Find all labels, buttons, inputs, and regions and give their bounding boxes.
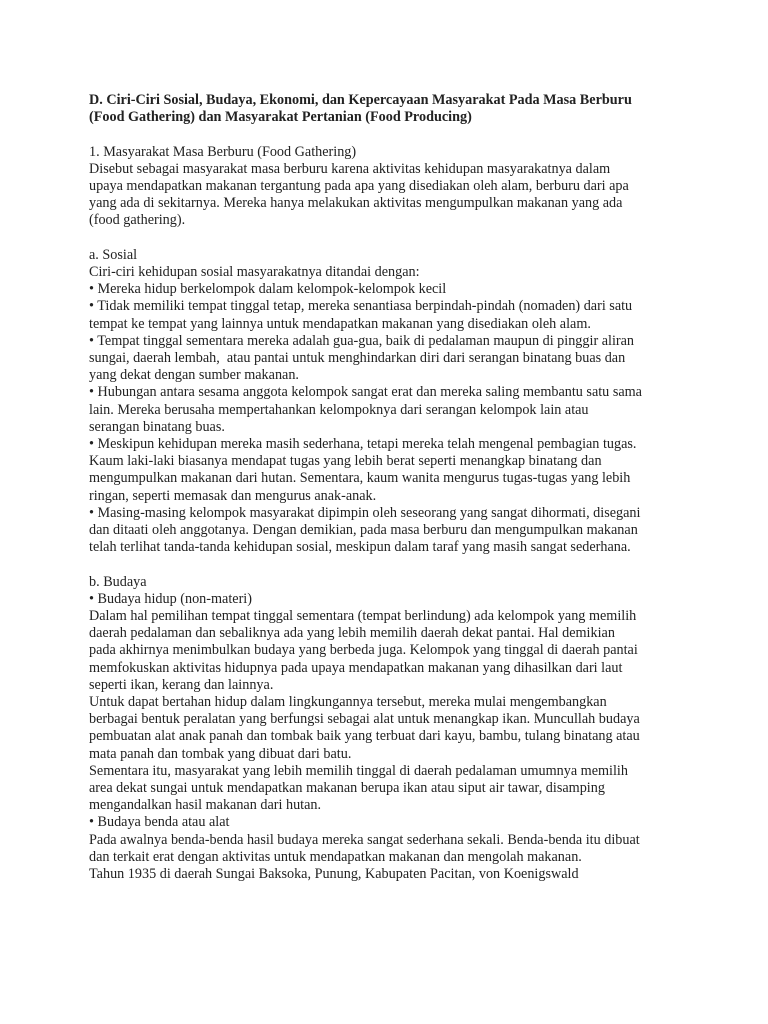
body-line: berbagai bentuk peralatan yang berfungsi sebagai alat untuk menangkap ikan. Muncullah budaya xyxy=(89,711,640,728)
body-line: memfokuskan aktivitas hidupnya pada upaya mendapatkan makanan yang dihasilkan dari laut xyxy=(89,659,623,676)
paragraph-gap xyxy=(89,230,683,247)
body-line: area dekat sungai untuk mendapatkan makanan berupa ikan atau siput air tawar, disamping xyxy=(89,780,605,797)
subsection-title-budaya: b. Budaya xyxy=(89,573,147,590)
body-line: • Tidak memiliki tempat tinggal tetap, mereka senantiasa berpindah-pindah (nomaden) dari satu xyxy=(89,298,633,315)
body-line: Disebut sebagai masyarakat masa berburu karena aktivitas kehidupan masyarakatnya dalam xyxy=(89,160,611,177)
body-line: yang dekat dengan sumber makanan. xyxy=(89,367,299,384)
body-line: daerah pedalaman dan sebaliknya ada yang lebih memilih daerah dekat pantai. Hal demikian xyxy=(89,625,615,642)
subsection-title-masyarakat-berburu: 1. Masyarakat Masa Berburu (Food Gathering) xyxy=(89,143,357,160)
body-line: • Hubungan antara sesama anggota kelompok sangat erat dan mereka saling membantu satu sama xyxy=(89,384,642,401)
body-line: telah terlihat tanda-tanda kehidupan sosial, meskipun dalam taraf yang masih sangat sederhana. xyxy=(89,539,631,556)
body-line: Kaum laki-laki biasanya mendapat tugas yang lebih berat seperti menangkap binatang dan xyxy=(89,453,602,470)
body-line: dan terkait erat dengan aktivitas untuk mendapatkan makanan dan mengolah makanan. xyxy=(89,848,582,865)
body-line: upaya mendapatkan makanan tergantung pada apa yang disediakan oleh alam, berburu dari apa xyxy=(89,178,629,194)
body-line: Tahun 1935 di daerah Sungai Baksoka, Punung, Kabupaten Pacitan, von Koenigswald xyxy=(89,866,579,883)
body-line: • Budaya benda atau alat xyxy=(89,814,230,831)
body-line: tempat ke tempat yang lainnya untuk mendapatkan makanan yang disediakan oleh alam. xyxy=(89,315,591,332)
body-line: yang ada di sekitarnya. Mereka hanya melakukan aktivitas mengumpulkan makanan yang ada xyxy=(89,195,623,212)
body-line: • Budaya hidup (non-materi) xyxy=(89,590,252,607)
body-line: lain. Mereka berusaha mempertahankan kelompoknya dari serangan kelompok lain atau xyxy=(89,401,589,418)
body-line: Dalam hal pemilihan tempat tinggal sementara (tempat berlindung) ada kelompok yang memilih xyxy=(89,608,637,625)
body-line: ringan, seperti memasak dan mengurus anak-anak. xyxy=(89,487,377,504)
subsection-title-sosial: a. Sosial xyxy=(89,246,138,263)
body-line: sungai, daerah lembah, atau pantai untuk menghindarkan diri dari serangan binatang buas dan xyxy=(89,350,626,367)
paragraph-gap xyxy=(89,556,683,573)
body-line: mengumpulkan makanan dari hutan. Sementara, kaum wanita mengurus tugas-tugas yang lebih xyxy=(89,470,631,487)
body-line: Pada awalnya benda-benda hasil budaya mereka sangat sederhana sekali. Benda-benda itu dibuat xyxy=(89,831,640,848)
body-line: mata panah dan tombak yang dibuat dari batu. xyxy=(89,745,352,762)
body-line: dan ditaati oleh anggotanya. Dengan demikian, pada masa berburu dan mengumpulkan makanan xyxy=(89,522,638,539)
body-line: • Tempat tinggal sementara mereka adalah gua-gua, baik di pedalaman maupun di pinggir aliran xyxy=(89,332,635,349)
paragraph-gap xyxy=(89,126,683,143)
body-line: serangan binatang buas. xyxy=(89,418,225,435)
body-line: • Masing-masing kelompok masyarakat dipimpin oleh seseorang yang sangat dihormati, disegani xyxy=(89,504,641,521)
section-heading-line-2: (Food Gathering) dan Masyarakat Pertanian (Food Producing) xyxy=(89,109,472,126)
sosial-intro: Ciri-ciri kehidupan sosial masyarakatnya ditandai dengan: xyxy=(89,264,420,280)
body-line: seperti ikan, kerang dan lainnya. xyxy=(89,676,274,693)
body-line: (food gathering). xyxy=(89,212,186,229)
body-line: • Meskipun kehidupan mereka masih sederhana, tetapi mereka telah mengenal pembagian tugas. xyxy=(89,436,637,453)
body-line: Sementara itu, masyarakat yang lebih memilih tinggal di daerah pedalaman umumnya memilih xyxy=(89,762,628,779)
body-line: • Mereka hidup berkelompok dalam kelompok-kelompok kecil xyxy=(89,281,447,298)
body-line: pada akhirnya menimbulkan budaya yang berbeda juga. Kelompok yang tinggal di daerah pantai xyxy=(89,642,638,659)
body-line: mengandalkan hasil makanan dari hutan. xyxy=(89,797,322,814)
section-heading-line-1: D. Ciri-Ciri Sosial, Budaya, Ekonomi, dan Kepercayaan Masyarakat Pada Masa Berburu xyxy=(89,92,632,108)
document-page xyxy=(89,92,683,883)
body-line: pembuatan alat anak panah dan tombak baik yang terbuat dari kayu, bambu, tulang binatang atau xyxy=(89,728,640,745)
body-line: Untuk dapat bertahan hidup dalam lingkungannya tersebut, mereka mulai mengembangkan xyxy=(89,694,607,711)
